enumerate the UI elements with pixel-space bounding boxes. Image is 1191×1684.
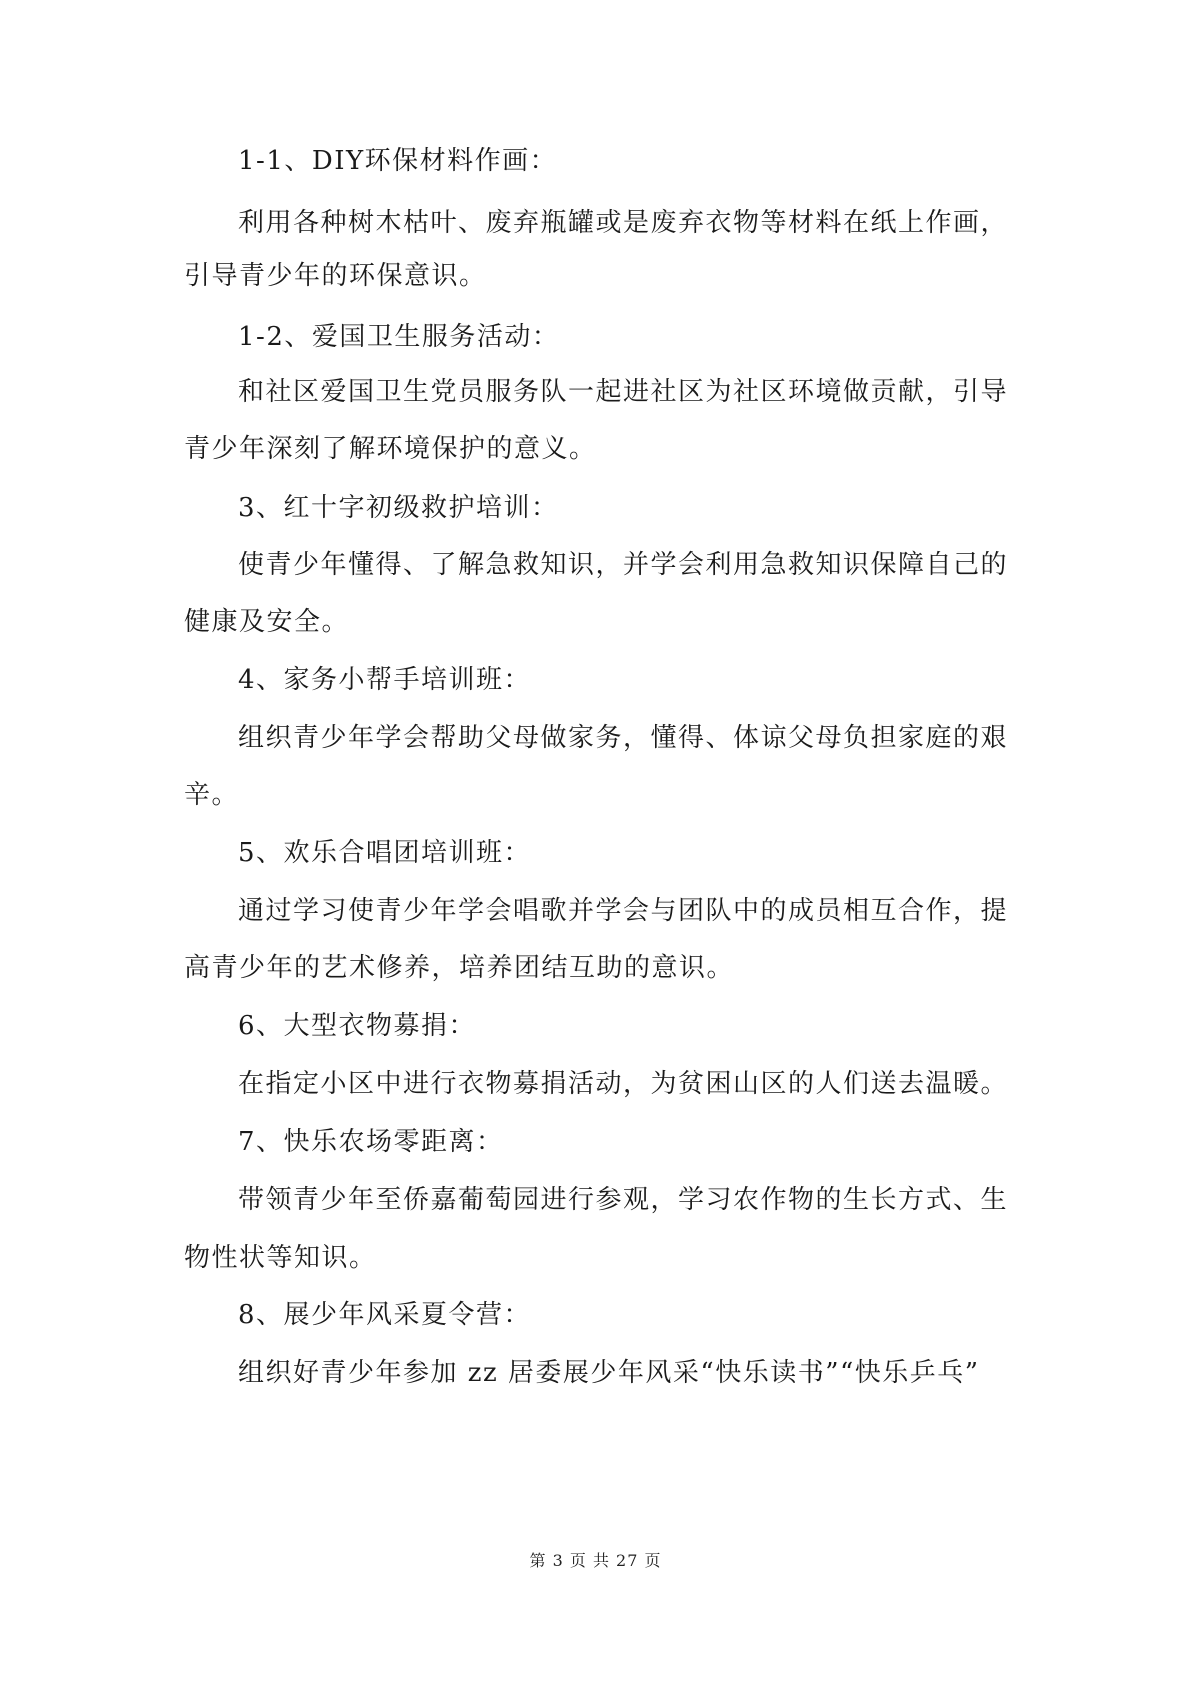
heading-1-2: 1-2、爱国卫生服务活动：	[238, 322, 560, 352]
heading-7: 7、快乐农场零距离：	[238, 1127, 504, 1157]
paragraph-line: 物性状等知识。	[184, 1243, 377, 1273]
paragraph-line: 使青少年懂得、了解急救知识，并学会利用急救知识保障自己的	[238, 550, 1009, 580]
paragraph-line: 引导青少年的环保意识。	[184, 261, 487, 291]
paragraph-line: 青少年深刻了解环境保护的意义。	[184, 434, 597, 464]
paragraph-line: 组织青少年学会帮助父母做家务，懂得、体谅父母负担家庭的艰	[238, 723, 1009, 753]
paragraph-line: 利用各种树木枯叶、废弃瓶罐或是废弃衣物等材料在纸上作画，	[238, 208, 1009, 238]
paragraph-line: 组织好青少年参加 zz 居委展少年风采“快乐读书”“快乐乒乓”	[238, 1358, 980, 1388]
heading-6: 6、大型衣物募捐：	[238, 1011, 477, 1041]
heading-8: 8、展少年风采夏令营：	[238, 1300, 532, 1330]
heading-5: 5、欢乐合唱团培训班：	[238, 838, 532, 868]
paragraph-line: 高青少年的艺术修养，培养团结互助的意识。	[184, 953, 735, 983]
heading-3: 3、红十字初级救护培训：	[238, 493, 559, 523]
paragraph-line: 带领青少年至侨嘉葡萄园进行参观，学习农作物的生长方式、生	[238, 1185, 1009, 1215]
heading-1-1: 1-1、DIY环保材料作画：	[238, 146, 558, 176]
paragraph-line: 和社区爱国卫生党员服务队一起进社区为社区环境做贡献，引导	[238, 377, 1009, 407]
paragraph-line: 通过学习使青少年学会唱歌并学会与团队中的成员相互合作，提	[238, 896, 1009, 926]
heading-4: 4、家务小帮手培训班：	[238, 665, 532, 695]
paragraph-line: 辛。	[184, 780, 240, 810]
page-footer: 第 3 页 共 27 页	[529, 1551, 662, 1570]
paragraph-line: 健康及安全。	[184, 607, 350, 637]
paragraph-line: 在指定小区中进行衣物募捐活动，为贫困山区的人们送去温暖。	[238, 1069, 1009, 1099]
